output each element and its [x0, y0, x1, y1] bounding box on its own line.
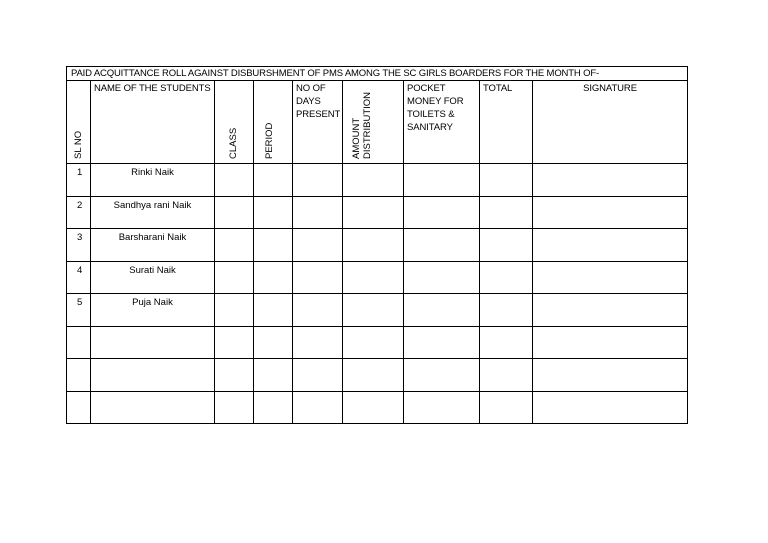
- header-period-label: PERIOD: [264, 122, 275, 159]
- signature-cell: [533, 164, 688, 197]
- header-days-present-label: [293, 81, 342, 122]
- period-cell: [254, 359, 293, 392]
- header-amount-line-2: DISTRIBUTION: [362, 91, 373, 159]
- header-pocket-money-label: [404, 81, 479, 135]
- sl-no-cell: [67, 359, 91, 392]
- header-signature: [533, 81, 688, 164]
- signature-cell: [533, 196, 688, 229]
- sl-no-cell-text: 4: [77, 264, 83, 276]
- sl-no-cell-text: [77, 327, 90, 329]
- signature-cell: [533, 359, 688, 392]
- student-name-cell-text: [91, 392, 214, 394]
- student-name-cell: [91, 196, 215, 229]
- header-row: [67, 81, 688, 164]
- header-name-label: NAME OF THE STUDENTS: [94, 83, 211, 94]
- header-days-present-line-3: PRESENT: [296, 109, 341, 120]
- amount-cell: [343, 164, 404, 197]
- header-days-present: [293, 81, 343, 164]
- total-cell: [480, 261, 533, 294]
- period-cell: [254, 261, 293, 294]
- student-name-cell-text: [91, 327, 214, 329]
- title-row: [67, 67, 688, 81]
- days-present-cell: [293, 294, 343, 327]
- period-cell: [254, 164, 293, 197]
- sl-no-cell-text: [77, 392, 90, 394]
- header-pocket-money-line-1: POCKET: [407, 83, 446, 94]
- period-cell: [254, 294, 293, 327]
- header-class: [215, 81, 254, 164]
- sl-no-cell: [67, 391, 91, 424]
- pocket-money-cell: [404, 261, 480, 294]
- student-name-cell: [91, 391, 215, 424]
- amount-cell: [343, 359, 404, 392]
- pocket-money-cell: [404, 391, 480, 424]
- student-name-cell: [91, 164, 215, 197]
- sl-no-cell: [67, 196, 91, 229]
- header-pocket-money: [404, 81, 480, 164]
- table-row: [67, 196, 688, 229]
- signature-cell: [533, 391, 688, 424]
- period-cell: [254, 391, 293, 424]
- days-present-cell: [293, 196, 343, 229]
- pocket-money-cell: [404, 326, 480, 359]
- table-row: [67, 164, 688, 197]
- header-name: [91, 81, 215, 164]
- pocket-money-cell: [404, 359, 480, 392]
- signature-cell: [533, 229, 688, 262]
- pocket-money-cell: [404, 196, 480, 229]
- class-cell: [215, 196, 254, 229]
- header-amount-distribution: [343, 81, 404, 164]
- total-cell: [480, 294, 533, 327]
- student-name-cell: [91, 229, 215, 262]
- sl-no-cell-text: [77, 359, 90, 361]
- table-row: [67, 261, 688, 294]
- student-name-cell-text: Rinki Naik: [131, 167, 174, 178]
- total-cell: [480, 164, 533, 197]
- amount-cell: [343, 326, 404, 359]
- total-cell: [480, 391, 533, 424]
- header-class-label: CLASS: [228, 127, 239, 159]
- table-row: [67, 294, 688, 327]
- table-row: [67, 229, 688, 262]
- student-name-cell: [91, 326, 215, 359]
- student-name-cell: [91, 294, 215, 327]
- pocket-money-cell: [404, 294, 480, 327]
- student-name-cell-text: Surati Naik: [129, 264, 176, 276]
- header-sl-no: [67, 81, 91, 164]
- amount-cell: [343, 229, 404, 262]
- amount-cell: [343, 261, 404, 294]
- acquittance-roll-table: [66, 66, 688, 424]
- header-amount-line-1: AMOUNT: [351, 117, 362, 159]
- sl-no-cell: [67, 261, 91, 294]
- class-cell: [215, 359, 254, 392]
- sl-no-cell: [67, 294, 91, 327]
- header-total: [480, 81, 533, 164]
- header-amount-distribution-label: [351, 92, 373, 159]
- signature-cell: [533, 261, 688, 294]
- acquittance-roll-sheet: [66, 66, 687, 424]
- days-present-cell: [293, 326, 343, 359]
- class-cell: [215, 229, 254, 262]
- days-present-cell: [293, 359, 343, 392]
- sl-no-cell-text: 5: [77, 297, 83, 308]
- class-cell: [215, 294, 254, 327]
- header-pocket-money-line-3: TOILETS &: [407, 109, 455, 120]
- sl-no-cell: [67, 326, 91, 359]
- sl-no-cell: [67, 229, 91, 262]
- class-cell: [215, 326, 254, 359]
- pocket-money-cell: [404, 164, 480, 197]
- roll-body: [67, 164, 688, 424]
- header-pocket-money-line-4: SANITARY: [407, 122, 453, 133]
- days-present-cell: [293, 229, 343, 262]
- days-present-cell: [293, 391, 343, 424]
- student-name-cell-text: Sandhya rani Naik: [113, 199, 192, 211]
- pocket-money-cell: [404, 229, 480, 262]
- period-cell: [254, 196, 293, 229]
- total-cell: [480, 229, 533, 262]
- header-days-present-line-1: NO OF: [296, 83, 326, 94]
- signature-cell: [533, 326, 688, 359]
- header-signature-label: SIGNATURE: [583, 83, 637, 94]
- document-title: PAID ACQUITTANCE ROLL AGAINST DISBURSHMENT OF PMS AMONG THE SC GIRLS BOARDERS FOR THE MONTH OF-: [67, 67, 688, 81]
- student-name-cell-text: [91, 359, 214, 361]
- amount-cell: [343, 196, 404, 229]
- table-row: [67, 359, 688, 392]
- days-present-cell: [293, 261, 343, 294]
- student-name-cell: [91, 359, 215, 392]
- period-cell: [254, 229, 293, 262]
- student-name-cell-text: Barsharani Naik: [118, 232, 187, 243]
- header-total-label: TOTAL: [483, 83, 513, 94]
- sl-no-cell-text: 3: [77, 232, 83, 243]
- student-name-cell-text: Puja Naik: [132, 297, 173, 308]
- amount-cell: [343, 391, 404, 424]
- class-cell: [215, 391, 254, 424]
- table-row: [67, 326, 688, 359]
- period-cell: [254, 326, 293, 359]
- header-days-present-line-2: DAYS: [296, 96, 321, 107]
- total-cell: [480, 196, 533, 229]
- total-cell: [480, 359, 533, 392]
- sl-no-cell: [67, 164, 91, 197]
- signature-cell: [533, 294, 688, 327]
- class-cell: [215, 164, 254, 197]
- header-sl-no-label: SL NO: [72, 130, 84, 159]
- class-cell: [215, 261, 254, 294]
- amount-cell: [343, 294, 404, 327]
- sl-no-cell-text: 2: [77, 199, 83, 211]
- table-row: [67, 391, 688, 424]
- header-pocket-money-line-2: MONEY FOR: [407, 96, 464, 107]
- header-period: [254, 81, 293, 164]
- student-name-cell: [91, 261, 215, 294]
- days-present-cell: [293, 164, 343, 197]
- sl-no-cell-text: 1: [77, 167, 83, 178]
- total-cell: [480, 326, 533, 359]
